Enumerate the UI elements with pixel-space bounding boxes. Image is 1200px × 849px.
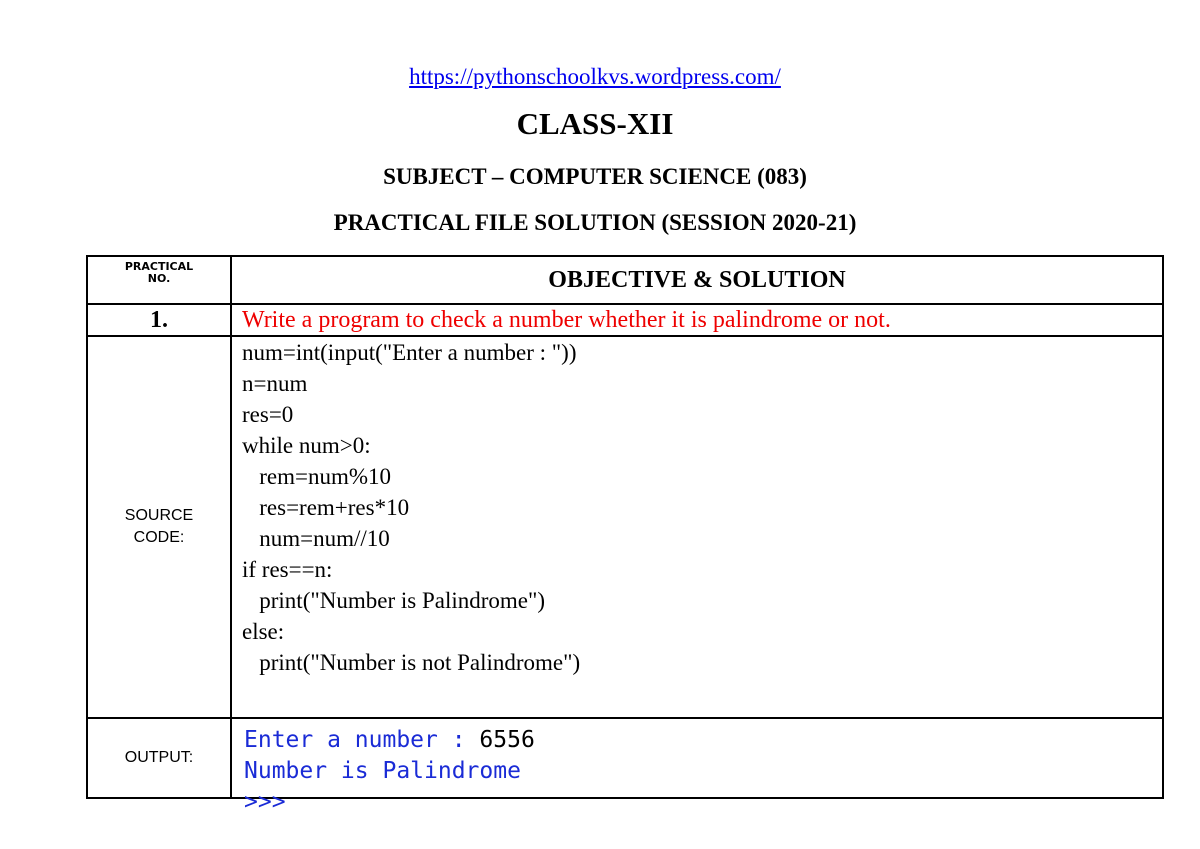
objective-row xyxy=(87,304,1163,336)
source-code-row xyxy=(87,336,1163,718)
code-line: print("Number is not Palindrome") xyxy=(242,650,581,675)
code-line: res=rem+res*10 xyxy=(242,495,410,520)
code-line: rem=num%10 xyxy=(242,464,392,489)
source-code-block xyxy=(231,336,1163,718)
output-result: Number is Palindrome xyxy=(244,758,521,784)
code-line: num=num//10 xyxy=(242,526,390,551)
source-code-label-line1: SOURCE xyxy=(124,507,194,524)
website-link[interactable]: https://pythonschoolkvs.wordpress.com/ xyxy=(409,64,781,89)
output-prompt: Enter a number : xyxy=(244,727,480,753)
output-console xyxy=(244,719,1162,815)
output-prompt-line xyxy=(244,725,1162,756)
subject-heading: SUBJECT – COMPUTER SCIENCE (083) xyxy=(383,164,807,189)
output-block xyxy=(231,718,1163,815)
practical-file-heading: PRACTICAL FILE SOLUTION (SESSION 2020-21) xyxy=(333,210,857,235)
output-row xyxy=(87,718,1163,798)
objective-text: Write a program to check a number whether it is palindrome or not. xyxy=(231,304,1163,336)
code-line: else: xyxy=(242,619,285,644)
class-title: CLASS-XII xyxy=(516,106,674,141)
objective-solution-header: OBJECTIVE & SOLUTION xyxy=(231,256,1163,304)
code-line: num=int(input("Enter a number : ")) xyxy=(242,340,577,365)
output-input-value: 6556 xyxy=(479,727,535,753)
code-line: n=num xyxy=(242,371,308,396)
output-shell-prompt: >>> xyxy=(244,789,286,815)
code-line: while num>0: xyxy=(242,433,371,458)
code-line: print("Number is Palindrome") xyxy=(242,588,546,613)
practical-no-header-line2: NO. xyxy=(147,272,171,285)
table-header-row xyxy=(87,256,1163,304)
practical-no-header-line1: PRACTICAL xyxy=(124,260,194,273)
practical-table xyxy=(86,255,1164,815)
practical-no-header xyxy=(87,256,231,304)
source-code-label-line2: CODE: xyxy=(133,529,185,546)
source-code-label xyxy=(87,336,231,718)
practical-number: 1. xyxy=(87,304,231,336)
code-line: res=0 xyxy=(242,402,294,427)
code-line: if res==n: xyxy=(242,557,333,582)
output-label: OUTPUT: xyxy=(87,718,231,798)
